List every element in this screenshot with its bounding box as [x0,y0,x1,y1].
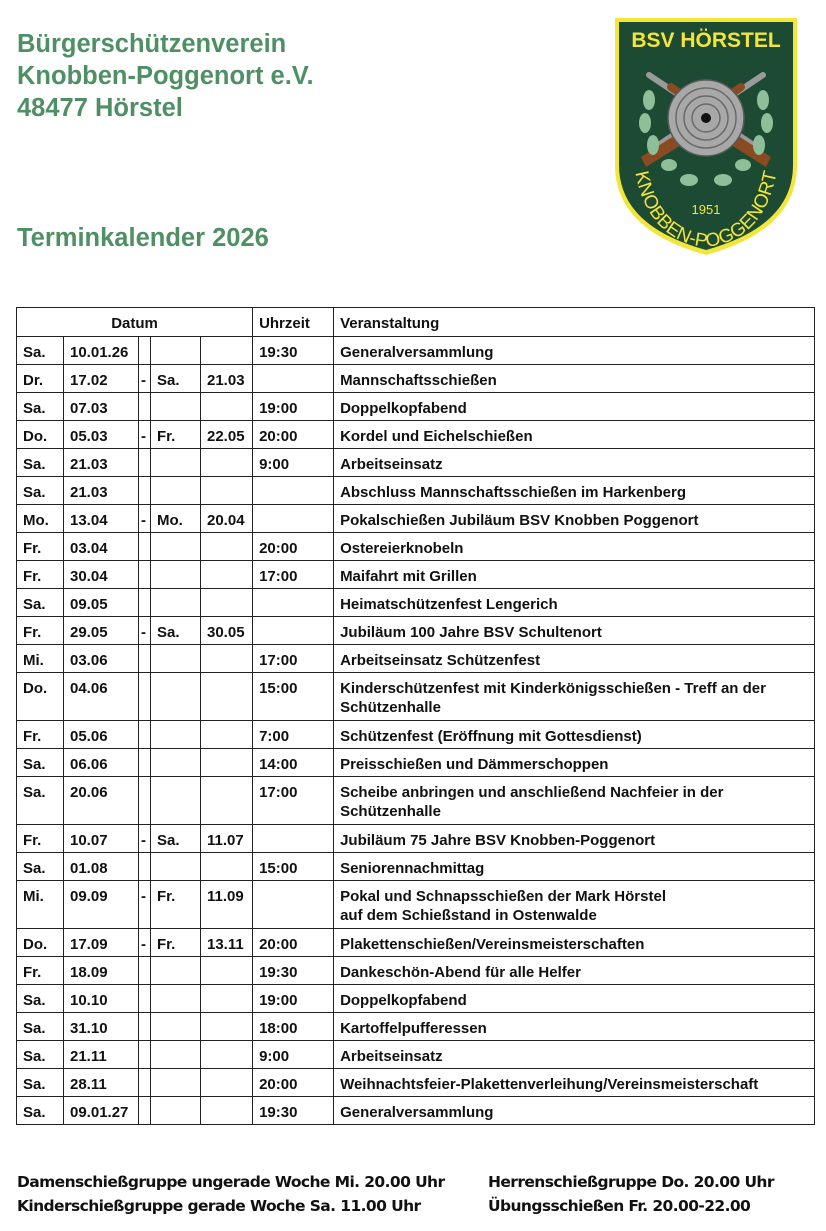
org-line-3: 48477 Hörstel [17,94,183,122]
cell-event [334,393,815,421]
cell-range-dash: - [139,421,151,449]
cell-end-date: 13.11 [201,929,253,957]
cell-event [334,825,815,853]
cell-range-dash [139,1097,151,1125]
cell-time: 17:00 [253,777,334,825]
org-line-1: Bürgerschützenverein [17,30,287,58]
cell-end-date [201,337,253,365]
cell-time [253,825,334,853]
cell-event [334,337,815,365]
calendar-title: Terminkalender 2026 [17,224,269,252]
cell-date: 21.03 [64,477,139,505]
training-schedule-footer [17,1170,774,1218]
cell-event [334,421,815,449]
cell-time: 19:30 [253,957,334,985]
cell-weekday: Fr. [17,957,64,985]
cell-end-weekday [151,449,201,477]
cell-date: 10.10 [64,985,139,1013]
table-row [17,777,815,825]
header-datum: Datum [17,308,253,337]
table-row [17,393,815,421]
cell-event [334,449,815,477]
event-text: Generalversammlung [340,344,494,361]
table-row [17,957,815,985]
cell-end-weekday [151,749,201,777]
cell-weekday: Dr. [17,365,64,393]
header-veranstaltung: Veranstaltung [334,308,815,337]
event-text: Kartoffelpufferessen [340,1020,487,1037]
cell-time: 20:00 [253,421,334,449]
table-row [17,589,815,617]
cell-event [334,1013,815,1041]
cell-weekday: Sa. [17,449,64,477]
cell-time: 15:00 [253,673,334,721]
cell-end-weekday: Sa. [151,365,201,393]
cell-time: 19:30 [253,337,334,365]
cell-event [334,1041,815,1069]
cell-weekday: Do. [17,929,64,957]
cell-date: 06.06 [64,749,139,777]
cell-date: 30.04 [64,561,139,589]
event-text: Mannschaftsschießen [340,372,497,389]
event-text: Abschluss Mannschaftsschießen im Harkenberg [340,484,686,501]
table-row [17,1041,815,1069]
cell-time: 20:00 [253,929,334,957]
cell-weekday: Do. [17,421,64,449]
cell-range-dash [139,1069,151,1097]
cell-end-date [201,645,253,673]
cell-date: 29.05 [64,617,139,645]
cell-event [334,645,815,673]
event-text: Heimatschützenfest Lengerich [340,596,558,613]
table-row [17,449,815,477]
cell-end-date [201,1069,253,1097]
cell-range-dash: - [139,881,151,929]
org-line-2: Knobben-Poggenort e.V. [17,62,314,90]
event-text: Arbeitseinsatz Schützenfest [340,652,541,669]
cell-event [334,533,815,561]
event-text: Maifahrt mit Grillen [340,568,477,585]
cell-end-weekday: Fr. [151,881,201,929]
cell-range-dash [139,749,151,777]
footer-ladies-group: Damenschießgruppe ungerade Woche Mi. 20.00 Uhr [17,1173,445,1191]
event-text: Doppelkopfabend [340,992,467,1009]
cell-event [334,749,815,777]
cell-end-weekday: Mo. [151,505,201,533]
cell-time: 19:00 [253,985,334,1013]
cell-event [334,561,815,589]
cell-range-dash [139,777,151,825]
table-row [17,1013,815,1041]
event-text: Generalversammlung [340,1104,494,1121]
table-row [17,645,815,673]
cell-event [334,477,815,505]
cell-end-date [201,589,253,617]
cell-end-date [201,1041,253,1069]
cell-date: 07.03 [64,393,139,421]
cell-time: 20:00 [253,533,334,561]
cell-event [334,365,815,393]
table-row [17,1097,815,1125]
cell-end-weekday [151,477,201,505]
cell-end-weekday [151,673,201,721]
cell-range-dash [139,337,151,365]
footer-children-group: Kinderschießgruppe gerade Woche Sa. 11.00 Uhr [17,1197,421,1215]
table-row [17,337,815,365]
table-row [17,365,815,393]
event-text: Ostereierknobeln [340,540,464,557]
table-row [17,749,815,777]
cell-weekday: Sa. [17,777,64,825]
cell-weekday: Mi. [17,645,64,673]
cell-weekday: Sa. [17,853,64,881]
event-text: Plakettenschießen/Vereinsmeisterschaften [340,936,645,953]
cell-time [253,505,334,533]
cell-range-dash [139,1041,151,1069]
crest-year: 1951 [691,202,721,217]
cell-date: 18.09 [64,957,139,985]
cell-weekday: Sa. [17,477,64,505]
cell-end-date [201,777,253,825]
footer-practice-shooting: Übungsschießen Fr. 20.00-22.00 [488,1197,751,1215]
table-row [17,721,815,749]
cell-end-date: 21.03 [201,365,253,393]
cell-end-date: 11.09 [201,881,253,929]
table-row [17,1069,815,1097]
event-text: Jubiläum 75 Jahre BSV Knobben-Poggenort [340,832,656,849]
cell-date: 20.06 [64,777,139,825]
cell-end-weekday [151,533,201,561]
cell-date: 17.09 [64,929,139,957]
cell-end-weekday [151,393,201,421]
cell-weekday: Sa. [17,985,64,1013]
cell-range-dash [139,561,151,589]
table-row [17,561,815,589]
cell-end-weekday: Fr. [151,421,201,449]
cell-date: 09.01.27 [64,1097,139,1125]
cell-weekday: Sa. [17,393,64,421]
cell-end-weekday [151,1069,201,1097]
cell-date: 03.06 [64,645,139,673]
cell-event [334,985,815,1013]
cell-time [253,365,334,393]
cell-date: 10.01.26 [64,337,139,365]
cell-time: 17:00 [253,561,334,589]
cell-range-dash [139,449,151,477]
cell-end-weekday [151,777,201,825]
cell-weekday: Fr. [17,533,64,561]
cell-end-date [201,1097,253,1125]
cell-event [334,505,815,533]
cell-weekday: Fr. [17,561,64,589]
club-crest-logo [611,15,801,257]
cell-time: 9:00 [253,1041,334,1069]
event-text: Schützenfest (Eröffnung mit Gottesdienst) [340,728,642,745]
cell-date: 28.11 [64,1069,139,1097]
cell-end-weekday: Fr. [151,929,201,957]
cell-end-weekday [151,721,201,749]
table-row [17,929,815,957]
cell-weekday: Mo. [17,505,64,533]
crest-top-text: BSV HÖRSTEL [631,29,781,52]
cell-weekday: Sa. [17,1013,64,1041]
cell-end-weekday: Sa. [151,825,201,853]
cell-time: 20:00 [253,1069,334,1097]
cell-time: 19:00 [253,393,334,421]
cell-date: 21.11 [64,1041,139,1069]
event-text: Kordel und Eichelschießen [340,428,533,445]
cell-time: 17:00 [253,645,334,673]
cell-date: 05.03 [64,421,139,449]
cell-end-weekday [151,1013,201,1041]
cell-range-dash [139,1013,151,1041]
cell-range-dash: - [139,929,151,957]
cell-date: 05.06 [64,721,139,749]
cell-time [253,617,334,645]
cell-date: 21.03 [64,449,139,477]
table-row [17,825,815,853]
cell-time [253,589,334,617]
cell-range-dash [139,477,151,505]
cell-date: 10.07 [64,825,139,853]
cell-end-date [201,449,253,477]
table-row [17,853,815,881]
event-calendar-table [16,307,815,1125]
cell-end-date [201,985,253,1013]
cell-weekday: Fr. [17,617,64,645]
cell-date: 31.10 [64,1013,139,1041]
cell-event [334,1069,815,1097]
cell-event [334,777,815,825]
cell-end-date: 20.04 [201,505,253,533]
cell-date: 03.04 [64,533,139,561]
cell-date: 17.02 [64,365,139,393]
cell-event [334,589,815,617]
event-text-line-2: auf dem Schießstand in Ostenwalde [340,907,597,924]
event-text: Doppelkopfabend [340,400,467,417]
cell-event [334,929,815,957]
cell-event [334,1097,815,1125]
cell-end-date [201,477,253,505]
table-row [17,985,815,1013]
cell-weekday: Sa. [17,1069,64,1097]
table-row [17,421,815,449]
cell-end-date: 11.07 [201,825,253,853]
table-row [17,533,815,561]
cell-date: 09.09 [64,881,139,929]
cell-weekday: Sa. [17,749,64,777]
cell-event [334,957,815,985]
cell-weekday: Sa. [17,589,64,617]
cell-end-date [201,853,253,881]
cell-end-weekday [151,985,201,1013]
cell-end-weekday [151,1041,201,1069]
event-text: Arbeitseinsatz [340,456,443,473]
cell-end-weekday [151,957,201,985]
table-row [17,477,815,505]
table-row [17,505,815,533]
cell-event [334,673,815,721]
cell-end-date [201,673,253,721]
cell-end-date [201,561,253,589]
cell-end-weekday [151,645,201,673]
cell-range-dash: - [139,365,151,393]
table-header-row [17,308,815,337]
cell-weekday: Sa. [17,1097,64,1125]
cell-range-dash [139,985,151,1013]
table-row [17,617,815,645]
cell-range-dash: - [139,825,151,853]
cell-date: 01.08 [64,853,139,881]
cell-range-dash [139,393,151,421]
cell-event [334,617,815,645]
cell-date: 09.05 [64,589,139,617]
header-uhrzeit: Uhrzeit [253,308,334,337]
event-text: Pokal und Schnapsschießen der Mark Hörstel [340,888,666,905]
cell-date: 13.04 [64,505,139,533]
cell-range-dash [139,533,151,561]
cell-weekday: Sa. [17,337,64,365]
cell-end-date [201,749,253,777]
cell-range-dash [139,853,151,881]
cell-time: 18:00 [253,1013,334,1041]
cell-end-date [201,721,253,749]
cell-weekday: Fr. [17,721,64,749]
event-text: Dankeschön-Abend für alle Helfer [340,964,581,981]
cell-range-dash [139,589,151,617]
cell-range-dash: - [139,505,151,533]
cell-end-weekday [151,337,201,365]
cell-end-date [201,1013,253,1041]
cell-end-date: 30.05 [201,617,253,645]
cell-time [253,477,334,505]
cell-range-dash [139,645,151,673]
event-text: Scheibe anbringen und anschließend Nachfeier in der Schützenhalle [340,784,724,820]
event-text: Seniorennachmittag [340,860,485,877]
cell-end-date [201,393,253,421]
cell-time [253,881,334,929]
cell-time: 9:00 [253,449,334,477]
cell-event [334,881,815,929]
cell-end-date [201,533,253,561]
cell-weekday: Do. [17,673,64,721]
cell-weekday: Mi. [17,881,64,929]
cell-end-weekday [151,853,201,881]
cell-end-date [201,957,253,985]
cell-event [334,853,815,881]
footer-mens-group: Herrenschießgruppe Do. 20.00 Uhr [488,1173,774,1191]
cell-end-weekday: Sa. [151,617,201,645]
cell-range-dash [139,673,151,721]
event-text: Arbeitseinsatz [340,1048,443,1065]
cell-range-dash [139,957,151,985]
cell-weekday: Sa. [17,1041,64,1069]
organization-name [17,28,314,124]
cell-event [334,721,815,749]
cell-time: 7:00 [253,721,334,749]
cell-end-weekday [151,1097,201,1125]
cell-range-dash [139,721,151,749]
cell-range-dash: - [139,617,151,645]
cell-end-weekday [151,561,201,589]
cell-end-weekday [151,589,201,617]
crest-bottom-text: KNOBBEN-POGGENORT [630,169,782,253]
cell-end-date: 22.05 [201,421,253,449]
event-text: Kinderschützenfest mit Kinderkönigsschießen - Treff an der Schützenhalle [340,680,766,716]
cell-time: 14:00 [253,749,334,777]
cell-date: 04.06 [64,673,139,721]
table-row [17,673,815,721]
table-row [17,881,815,929]
cell-time: 19:30 [253,1097,334,1125]
event-text: Jubiläum 100 Jahre BSV Schultenort [340,624,602,641]
cell-time: 15:00 [253,853,334,881]
cell-weekday: Fr. [17,825,64,853]
event-text: Preisschießen und Dämmerschoppen [340,756,609,773]
event-text: Pokalschießen Jubiläum BSV Knobben Poggenort [340,512,699,529]
event-text: Weihnachtsfeier-Plakettenverleihung/Vereinsmeisterschaft [340,1076,759,1093]
